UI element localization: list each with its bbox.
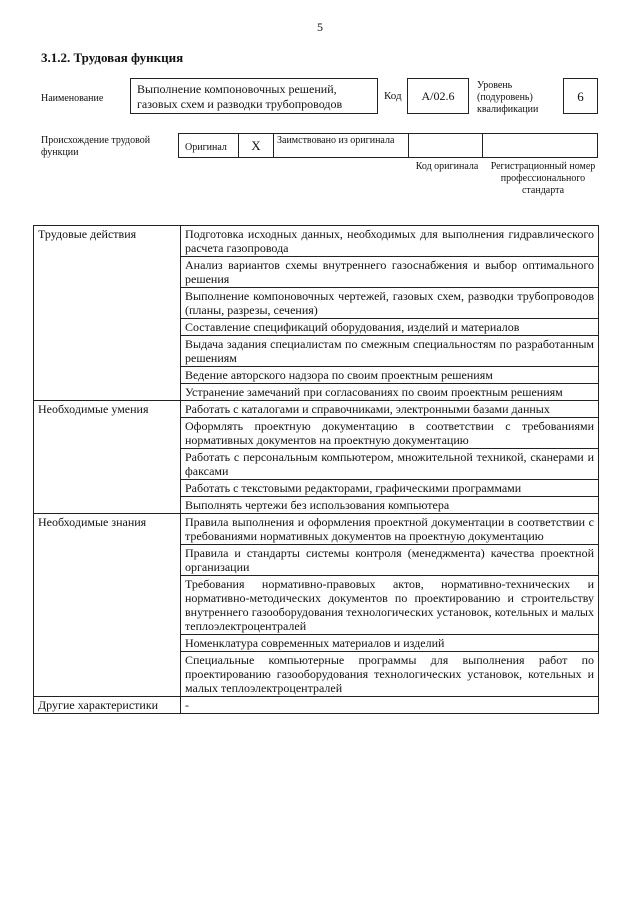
registration-number-cell	[483, 134, 597, 157]
skills-label: Необходимые умения	[34, 401, 181, 514]
list-item: Требования нормативно-правовых актов, нормативно-технических и нормативно-методических документов по проектированию и строительству внутреннего газооборудования технологических установок, котельных и малых теплоэлектроцентралей	[181, 576, 599, 635]
function-name-box: Выполнение компоновочных решений, газовых схем и разводки трубопроводов	[130, 78, 378, 114]
other-characteristics-label: Другие характеристики	[34, 697, 181, 714]
function-details-table	[33, 225, 599, 714]
list-item: Анализ вариантов схемы внутреннего газоснабжения и выбор оптимального решения	[181, 257, 599, 288]
list-item: Подготовка исходных данных, необходимых для выполнения гидравлического расчета газопровода	[181, 226, 599, 257]
list-item: Устранение замечаний при согласованиях по своим проектным решениям	[181, 384, 599, 401]
original-label: Оригинал	[179, 134, 239, 157]
list-item: Выполнение компоновочных чертежей, газовых схем, разводки трубопроводов (планы, разрезы, сечения)	[181, 288, 599, 319]
list-item: Номенклатура современных материалов и изделий	[181, 635, 599, 652]
list-item: Работать с персональным компьютером, множительной техникой, сканерами и факсами	[181, 449, 599, 480]
list-item: Правила и стандарты системы контроля (менеджмента) качества проектной организации	[181, 545, 599, 576]
list-item: Правила выполнения и оформления проектной документации в соответствии с требованиями нормативных документов на проектную документацию	[181, 514, 599, 545]
origin-code-cell	[409, 134, 483, 157]
list-item: Выдача задания специалистам по смежным специальностям по разработанным решениям	[181, 336, 599, 367]
list-item: Ведение авторского надзора по своим проектным решениям	[181, 367, 599, 384]
code-origin-label: Код оригинала	[415, 161, 479, 172]
table-row	[34, 514, 599, 545]
table-row	[34, 697, 599, 714]
qualification-level-label: Уровень (подуровень) квалификации	[477, 80, 539, 115]
origin-label: Происхождение трудовой функции	[41, 135, 151, 158]
labor-actions-label: Трудовые действия	[34, 226, 181, 401]
section-title: 3.1.2. Трудовая функция	[41, 50, 184, 65]
other-characteristics-value: -	[181, 697, 599, 714]
list-item: Оформлять проектную документацию в соответствии с требованиями нормативных документов на проектную документацию	[181, 418, 599, 449]
code-label: Код	[384, 90, 402, 102]
origin-row	[178, 133, 598, 158]
page-number: 5	[317, 20, 323, 34]
table-row	[34, 226, 599, 257]
list-item: Составление спецификаций оборудования, изделий и материалов	[181, 319, 599, 336]
list-item: Специальные компьютерные программы для выполнения работ по проектированию газооборудования технологических установок, котельных и малых теплоэлектроцентралей	[181, 652, 599, 697]
name-label: Наименование	[41, 93, 104, 104]
table-row	[34, 401, 599, 418]
list-item: Выполнять чертежи без использования компьютера	[181, 497, 599, 514]
borrowed-label: Заимствовано из оригинала	[274, 134, 409, 157]
list-item: Работать с каталогами и справочниками, электронными базами данных	[181, 401, 599, 418]
function-code-box: А/02.6	[407, 78, 469, 114]
qualification-level-box: 6	[563, 78, 598, 114]
knowledge-label: Необходимые знания	[34, 514, 181, 697]
original-mark: X	[239, 134, 274, 157]
registration-number-label: Регистрационный номер профессионального стандарта	[490, 161, 596, 196]
list-item: Работать с текстовыми редакторами, графическими программами	[181, 480, 599, 497]
